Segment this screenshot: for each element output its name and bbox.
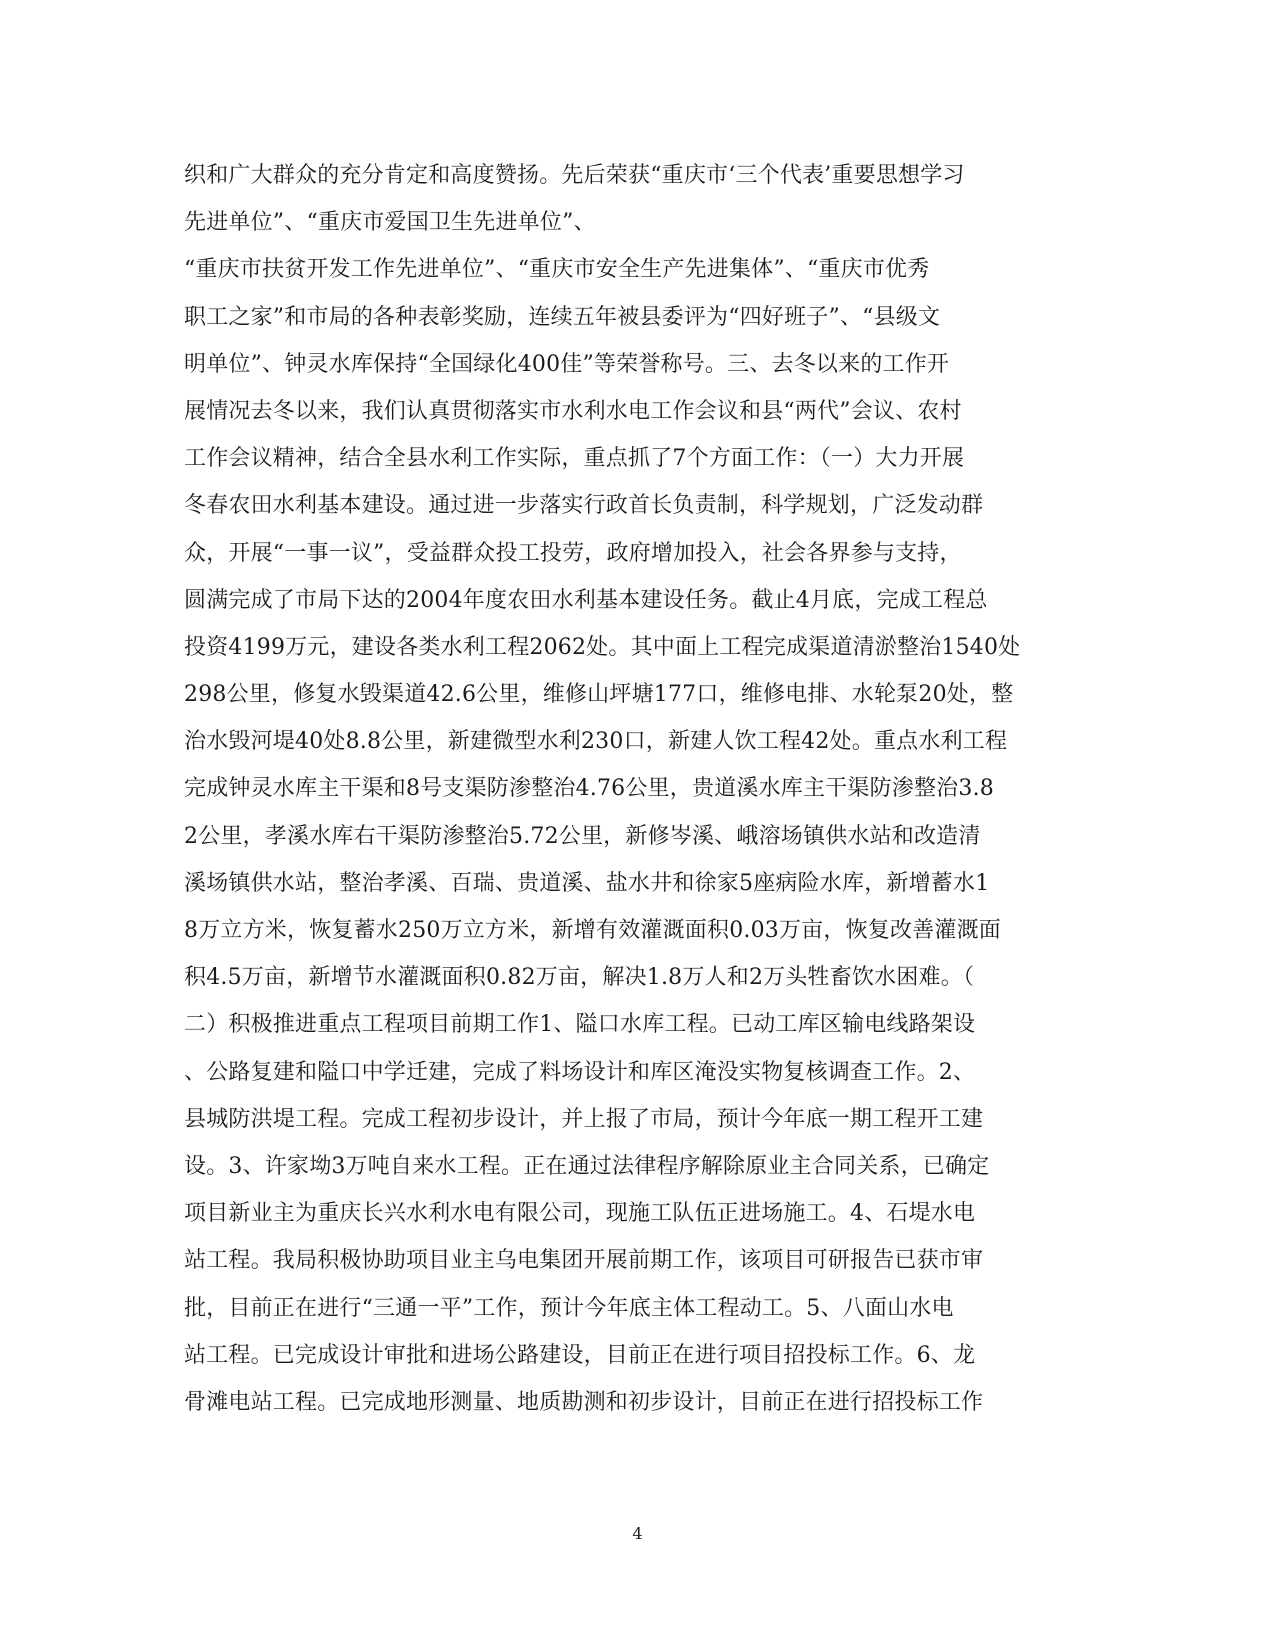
text-line: 众，开展“一事一议”，受益群众投工投劳，政府增加投入，社会各界参与支持， — [184, 540, 962, 566]
text-line: 骨滩电站工程。已完成地形测量、地质勘测和初步设计，目前正在进行招投标工作 — [184, 1389, 984, 1415]
text-line: 2公里，孝溪水库右干渠防渗整治5.72公里，新修岑溪、峨溶场镇供水站和改造清 — [184, 823, 981, 849]
text-line: 设。3、许家坳3万吨自来水工程。正在通过法律程序解除原业主合同关系，已确定 — [184, 1153, 990, 1179]
text-line: 先进单位”、“重庆市爱国卫生先进单位”、 — [184, 210, 596, 236]
text-line: 8万立方米，恢复蓄水250万立方米，新增有效灌溉面积0.03万亩，恢复改善灌溉面 — [184, 918, 1001, 943]
text-line: 、公路复建和隘口中学迁建，完成了料场设计和库区淹没实物复核调查工作。2、 — [184, 1059, 976, 1085]
text-line: 织和广大群众的充分肯定和高度赞扬。先后荣获“重庆市‘三个代表’重要思想学习 — [184, 163, 965, 188]
text-line: 治水毁河堤40处8.8公里，新建微型水利230口，新建人饮工程42处。重点水利工程 — [184, 729, 1008, 755]
text-line: 批，目前正在进行“三通一平”工作，预计今年底主体工程动工。5、八面山水电 — [184, 1295, 954, 1321]
text-line: 工作会议精神，结合全县水利工作实际，重点抓了7个方面工作：（一）大力开展 — [184, 446, 965, 472]
text-line: 积4.5万亩，新增节水灌溉面积0.82万亩，解决1.8万人和2万头牲畜饮水困难。（ — [184, 965, 975, 991]
text-line: 明单位”、钟灵水库保持“全国绿化400佳”等荣誉称号。三、去冬以来的工作开 — [184, 351, 950, 377]
text-line: 职工之家”和市局的各种表彰奖励，连续五年被县委评为“四好班子”、“县级文 — [184, 304, 941, 330]
text-line: 站工程。已完成设计审批和进场公路建设，目前正在进行项目招投标工作。6、龙 — [184, 1342, 976, 1368]
body-text — [184, 152, 1084, 1426]
text-line: 二）积极推进重点工程项目前期工作1、隘口水库工程。已动工库区输电线路架设 — [184, 1012, 976, 1038]
page-number: 4 — [632, 1524, 643, 1543]
text-line: 298公里，修复水毁渠道42.6公里，维修山坪塘177口，维修电排、水轮泵20处，整 — [184, 682, 1014, 708]
text-line: 项目新业主为重庆长兴水利水电有限公司，现施工队伍正进场施工。4、石堤水电 — [184, 1201, 976, 1227]
text-line: 冬春农田水利基本建设。通过进一步落实行政首长负责制，科学规划，广泛发动群 — [184, 493, 984, 519]
text-line: “重庆市扶贫开发工作先进单位”、“重庆市安全生产先进集体”、“重庆市优秀 — [184, 257, 930, 283]
text-line: 展情况去冬以来，我们认真贯彻落实市水利水电工作会议和县“两代”会议、农村 — [184, 398, 962, 424]
text-line: 投资4199万元，建设各类水利工程2062处。其中面上工程完成渠道清淤整治1540处 — [184, 634, 1021, 660]
text-line: 县城防洪堤工程。完成工程初步设计，并上报了市局，预计今年底一期工程开工建 — [184, 1106, 984, 1132]
text-line: 圆满完成了市局下达的2004年度农田水利基本建设任务。截止4月底，完成工程总 — [184, 587, 988, 613]
text-line: 溪场镇供水站，整治孝溪、百瑞、贵道溪、盐水井和徐家5座病险水库，新增蓄水1 — [184, 870, 990, 896]
text-line: 站工程。我局积极协助项目业主乌电集团开展前期工作，该项目可研报告已获市审 — [184, 1248, 984, 1274]
text-line: 完成钟灵水库主干渠和8号支渠防渗整治4.76公里，贵道溪水库主干渠防渗整治3.8 — [184, 776, 994, 802]
